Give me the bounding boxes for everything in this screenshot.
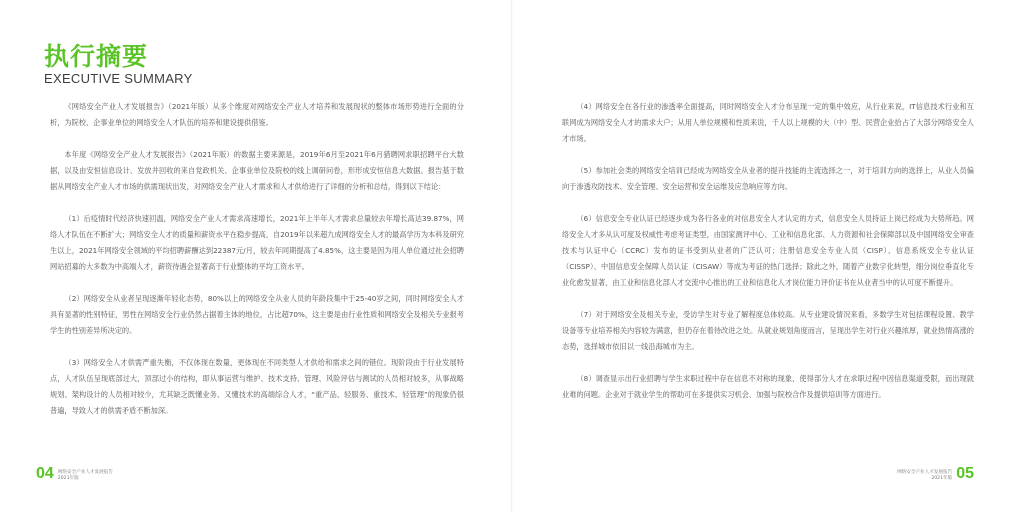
- paragraph: （8）调查显示出行业招聘与学生求职过程中存在信息不对称的现象，使得部分人才在求职过程中因信息渠道受限，而出现就业难的问题。企业对于就业学生的帮助可在多提供实习机会、加强与院校合作及提供培训等方面进行。: [562, 374, 974, 399]
- paragraph: （1）后疫情时代经济快速回温，网络安全产业人才需求高速增长，2021年上半年人才需求总量较去年增长高达39.87%，网络人才队伍在不断扩大；网络安全人才的质量和薪资水平在稳步提高，自2019年以来超九成网络安全人才的最高学历为本科及研究生以上，2021年网络安全领域的平均招聘薪酬达到22387元/月，较去年同期提高了4.85%，这主要是因为用人单位通过社会招聘网站招募的大多数为中高端人才，薪资待遇会显著高于行业整体的平均工资水平。: [50, 214, 464, 271]
- page-gutter: [511, 0, 513, 512]
- report-edition: 2021年版: [931, 476, 953, 481]
- paragraph: （6）信息安全专业认证已经逐步成为各行各业的对信息安全人才认定的方式，信息安全人员持证上岗已经成为大势所趋。网络安全人才多从认可度及权威性考虑考证类型，由国家测评中心、工业和信息化部、人力资源和社会保障部以及中国网络安全审查技术与认证中心（CCRC）发布的证书受到从业者的广泛认可；注册信息安全专业人员（CISP）、信息系统安全专业认证（CISSP）、中国信息安全保障人员认证（CISAW）等成为考证的热门选择；除此之外，随着产业数字化转型，细分岗位垂直化专业化愈发显著，由工业和信息化部人才交流中心推出的工业和信息化人才岗位能力评价证书在从业者当中的认可度不断提升。: [562, 214, 974, 287]
- footer-info: [897, 470, 952, 482]
- paragraph: （3）网络安全人才供需严重失衡，不仅体现在数量，更体现在不同类型人才供给和需求之间的错位。现阶段由于行业发展特点，人才队伍呈现底部过大，顶部过小的结构，即从事运营与维护、技术支持、管理、风险评估与测试的人员相对较多，从事战略规划、架构设计的人员相对较少，尤其缺乏既懂业务、又懂技术的高端综合人才，“重产品、轻服务、重技术、轻管理”的现象仍很普遍，导致人才的供需矛盾不断加深。: [50, 358, 464, 415]
- report-edition: 2021年版: [57, 476, 79, 481]
- right-page-body: [562, 99, 974, 419]
- page-number: 04: [36, 465, 54, 482]
- footer-left: [36, 466, 113, 482]
- paragraph: 《网络安全产业人才发展报告》（2021年版）从多个维度对网络安全产业人才培养和发展现状的整体市场形势进行全面的分析，为院校、企事业单位的网络安全人才队伍的培养和建设提供借鉴。: [50, 102, 464, 127]
- page-number: 05: [956, 465, 974, 482]
- paragraph: （5）参加社会类的网络安全培训已经成为网络安全从业者的提升技能的主流选择之一，对于培训方向的选择上，从业人员偏向于渗透攻防技术、安全管理、安全运营和安全运维及应急响应等方向。: [562, 166, 974, 191]
- footer-info: [58, 470, 113, 482]
- report-name: 网络安全产业人才发展报告: [57, 470, 113, 475]
- paragraph: （4）网络安全在各行业的渗透率全面提高，同时网络安全人才分布呈现一定的集中效应，从行业来说，IT信息技术行业和互联网成为网络安全人才的需求大户；从用人单位规模和性质来说，千人以上规模的大（中）型、民营企业拾占了大部分网络安全人才市场。: [562, 102, 974, 143]
- left-page-body: [50, 99, 464, 435]
- page-title: 执行摘要: [44, 42, 149, 71]
- paragraph: 本年度《网络安全产业人才发展报告》（2021年版）的数据主要来源是，2019年6月至2021年6月猎聘网求职招聘平台大数据，以及由安恒信息设计、发放并回收的来自党政机关、企事业单位及院校的线上调研问卷，形形成安恒信息大数据。报告基于数据从网络安全产业人才市场的供需现状出发，对网络安全产业人才需求和人才供给进行了详细的分析和总结，得到以下结论：: [50, 150, 464, 191]
- paragraph: （7）对于网络安全及相关专业，受访学生对专业了解程度总体较高。从专业建设情况来看，多数学生对包括课程设置、教学设备等专业培养相关内容较为满意，但仍存在着待改进之处。从就业规划角度而言，呈现出学生对行业兴趣浓厚，就业热情高涨的态势，选择城市依旧以一线沿海城市为主。: [562, 310, 974, 351]
- paragraph: （2）网络安全从业者呈现逐渐年轻化态势，80%以上的网络安全从业人员的年龄段集中于25-40岁之间，同时网络安全人才具有显著的性别特征，男性在网络安全行业仍然占据着主体的地位，占比超70%，这主要是由行业性质和网络安全及相关专业报考学生的性别差异所决定的。: [50, 294, 464, 335]
- footer-right: [897, 466, 974, 482]
- page-subtitle: EXECUTIVE SUMMARY: [44, 71, 193, 86]
- report-name: 网络安全产业人才发展报告: [897, 470, 953, 475]
